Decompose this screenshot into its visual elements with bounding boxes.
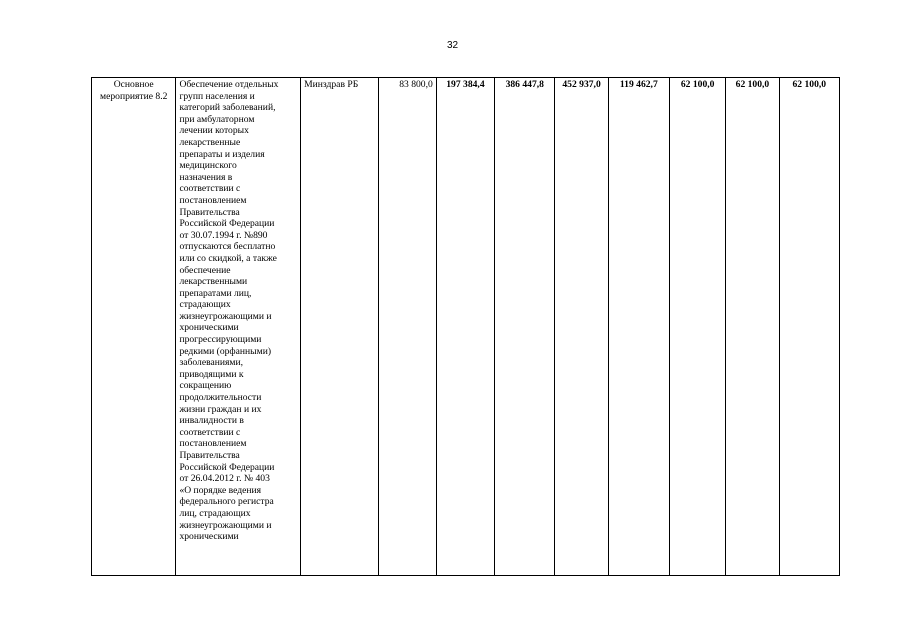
page-number: 32 — [446, 40, 459, 51]
description-text — [179, 79, 297, 543]
description-line: «О порядке ведения — [179, 484, 262, 496]
description-line: препаратами лиц, — [179, 287, 252, 299]
value-cell-1: 83 800,0 — [378, 78, 436, 576]
description-line: постановлением — [179, 194, 247, 206]
description-line: лекарственными — [179, 276, 248, 288]
value-cell-4: 452 937,0 — [555, 78, 608, 576]
description-line: Российской Федерации — [179, 461, 275, 473]
description-line: назначения в — [179, 171, 233, 183]
value-cell-7: 62 100,0 — [726, 78, 779, 576]
description-line: Правительства — [179, 450, 240, 461]
description-line: или со скидкой, а также — [179, 252, 277, 264]
description-line: жизнеугрожающими и — [179, 519, 272, 531]
description-cell — [176, 78, 301, 576]
description-line: сокращению — [179, 380, 232, 392]
description-line: медицинского — [179, 160, 237, 172]
description-line: от 26.04.2012 г. № 403 — [179, 473, 270, 485]
description-line: отпускаются бесплатно — [179, 241, 276, 253]
value-cell-6: 62 100,0 — [670, 78, 726, 576]
description-line: лиц, страдающих — [179, 507, 251, 519]
description-line: жизнеугрожающими и — [179, 310, 272, 322]
description-line: Обеспечение отдельных — [179, 79, 279, 90]
description-line: категорий заболеваний, — [179, 102, 276, 114]
value-cell-5: 119 462,7 — [608, 78, 669, 576]
description-line: Правительства — [179, 206, 240, 218]
description-line: продолжительности — [179, 392, 262, 404]
description-line: приводящими к — [179, 368, 244, 380]
description-line: от 30.07.1994 г. №890 — [179, 229, 268, 241]
description-line: заболеваниями, — [179, 357, 244, 369]
description-line: хроническими — [179, 322, 239, 334]
value-cell-3: 386 447,8 — [495, 78, 555, 576]
event-cell: Основное мероприятие 8.2 — [92, 78, 176, 576]
description-line: лекарственные — [179, 136, 241, 148]
table-row — [92, 78, 840, 576]
description-line: инвалидности в — [179, 415, 244, 427]
description-line: прогрессирующими — [179, 334, 262, 346]
description-line: лечении которых — [179, 125, 249, 137]
description-line: постановлением — [179, 438, 247, 450]
description-line: при амбулаторном — [179, 113, 255, 125]
description-line: Российской Федерации — [179, 218, 275, 230]
value-cell-2: 197 384,4 — [436, 78, 494, 576]
description-line: федерального регистра — [179, 496, 274, 508]
description-line: хроническими — [179, 531, 239, 543]
description-line: редкими (орфанными) — [179, 345, 272, 357]
value-cell-8: 62 100,0 — [779, 78, 839, 576]
description-line: препараты и изделия — [179, 148, 265, 160]
program-table — [91, 77, 840, 576]
description-line: групп населения и — [179, 90, 255, 102]
description-line: обеспечение — [179, 264, 231, 276]
responsible-cell: Минздрав РБ — [301, 78, 378, 576]
description-line: соответствии с — [179, 183, 241, 195]
description-line: страдающих — [179, 299, 231, 311]
description-line: соответствии с — [179, 426, 241, 438]
description-line: жизни граждан и их — [179, 403, 262, 415]
